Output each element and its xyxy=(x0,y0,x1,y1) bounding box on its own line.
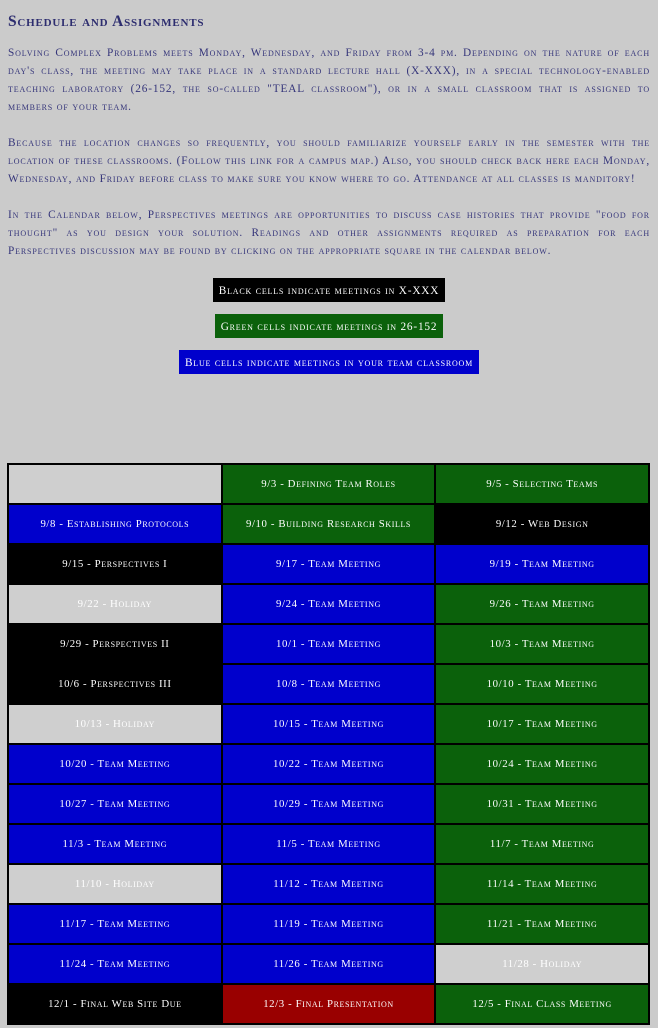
calendar-row xyxy=(8,824,649,864)
calendar-cell[interactable]: 10/31 - Team Meeting xyxy=(435,784,649,824)
calendar-row xyxy=(8,544,649,584)
legend-blue: Blue cells indicate meetings in your team classroom xyxy=(179,350,479,374)
calendar-cell[interactable]: 11/21 - Team Meeting xyxy=(435,904,649,944)
calendar-cell[interactable]: 9/15 - Perspectives I xyxy=(8,544,222,584)
calendar-cell[interactable]: 9/26 - Team Meeting xyxy=(435,584,649,624)
calendar-cell[interactable]: 10/3 - Team Meeting xyxy=(435,624,649,664)
calendar-cell[interactable]: 9/10 - Building Research Skills xyxy=(222,504,436,544)
calendar-cell[interactable]: 9/8 - Establishing Protocols xyxy=(8,504,222,544)
calendar-cell[interactable]: 9/17 - Team Meeting xyxy=(222,544,436,584)
calendar-cell[interactable]: 11/10 - Holiday xyxy=(8,864,222,904)
intro-paragraph: Solving Complex Problems meets Monday, Wednesday, and Friday from 3-4 pm. Depending on the nature of each day's class, the meeting may take place in a standard lecture hall (X-XXX), in a special technology-enabled teaching laboratory (26-152, the so-called "TEAL classroom"), or in a small classroom that is assigned to members of your team. xyxy=(8,47,650,113)
calendar-row xyxy=(8,464,649,504)
calendar-cell[interactable]: 9/24 - Team Meeting xyxy=(222,584,436,624)
calendar-cell[interactable]: 10/17 - Team Meeting xyxy=(435,704,649,744)
calendar-cell[interactable]: 10/22 - Team Meeting xyxy=(222,744,436,784)
calendar-cell[interactable]: 11/12 - Team Meeting xyxy=(222,864,436,904)
calendar-row xyxy=(8,624,649,664)
calendar-cell[interactable]: 11/3 - Team Meeting xyxy=(8,824,222,864)
calendar-row xyxy=(8,864,649,904)
calendar-cell-empty xyxy=(8,464,222,504)
calendar-cell[interactable]: 11/28 - Holiday xyxy=(435,944,649,984)
calendar-cell[interactable]: 9/12 - Web Design xyxy=(435,504,649,544)
calendar-row xyxy=(8,584,649,624)
page-content xyxy=(0,12,658,386)
calendar-cell[interactable]: 12/5 - Final Class Meeting xyxy=(435,984,649,1024)
calendar-row xyxy=(8,704,649,744)
calendar-cell[interactable]: 11/7 - Team Meeting xyxy=(435,824,649,864)
legend xyxy=(8,278,650,386)
calendar-cell[interactable]: 10/13 - Holiday xyxy=(8,704,222,744)
calendar-cell[interactable]: 11/19 - Team Meeting xyxy=(222,904,436,944)
calendar-cell[interactable]: 10/15 - Team Meeting xyxy=(222,704,436,744)
calendar-cell[interactable]: 10/24 - Team Meeting xyxy=(435,744,649,784)
calendar-cell[interactable]: 9/19 - Team Meeting xyxy=(435,544,649,584)
calendar-cell[interactable]: 9/3 - Defining Team Roles xyxy=(222,464,436,504)
calendar-cell[interactable]: 10/8 - Team Meeting xyxy=(222,664,436,704)
calendar-cell[interactable]: 12/1 - Final Web Site Due xyxy=(8,984,222,1024)
calendar-cell[interactable]: 9/5 - Selecting Teams xyxy=(435,464,649,504)
calendar-row xyxy=(8,784,649,824)
legend-green: Green cells indicate meetings in 26-152 xyxy=(215,314,444,338)
calendar-cell[interactable]: 10/1 - Team Meeting xyxy=(222,624,436,664)
calendar-cell[interactable]: 10/29 - Team Meeting xyxy=(222,784,436,824)
calendar-cell[interactable]: 9/22 - Holiday xyxy=(8,584,222,624)
calendar-row xyxy=(8,744,649,784)
calendar-cell[interactable]: 11/24 - Team Meeting xyxy=(8,944,222,984)
calendar-row xyxy=(8,904,649,944)
calendar-row xyxy=(8,944,649,984)
page-title: Schedule and Assignments xyxy=(8,13,205,30)
calendar-cell[interactable]: 11/14 - Team Meeting xyxy=(435,864,649,904)
calendar-cell[interactable]: 11/26 - Team Meeting xyxy=(222,944,436,984)
calendar-cell[interactable]: 12/3 - Final Presentation xyxy=(222,984,436,1024)
calendar-table xyxy=(7,463,650,1025)
calendar-row xyxy=(8,664,649,704)
calendar-row xyxy=(8,504,649,544)
calendar-cell[interactable]: 10/6 - Perspectives III xyxy=(8,664,222,704)
location-paragraph: Because the location changes so frequently, you should familiarize yourself early in the semester with the location of these classrooms. (Follow this link for a campus map.) Also, you should check back here each Monday, Wednesday, and Friday before class to make sure you know where to go. Attendance at all classes is manditory! xyxy=(8,137,650,185)
calendar-paragraph: In the Calendar below, Perspectives meetings are opportunities to discuss case histories that provide "food for thought" as you design your solution. Readings and other assignments required as preparation for each Perspectives discussion may be found by clicking on the appropriate square in the calendar below. xyxy=(8,209,650,257)
calendar-cell[interactable]: 9/29 - Perspectives II xyxy=(8,624,222,664)
calendar-cell[interactable]: 11/5 - Team Meeting xyxy=(222,824,436,864)
legend-black: Black cells indicate meetings in X-XXX xyxy=(213,278,445,302)
calendar-cell[interactable]: 11/17 - Team Meeting xyxy=(8,904,222,944)
calendar-cell[interactable]: 10/27 - Team Meeting xyxy=(8,784,222,824)
calendar-row xyxy=(8,984,649,1024)
calendar-cell[interactable]: 10/20 - Team Meeting xyxy=(8,744,222,784)
calendar-cell[interactable]: 10/10 - Team Meeting xyxy=(435,664,649,704)
